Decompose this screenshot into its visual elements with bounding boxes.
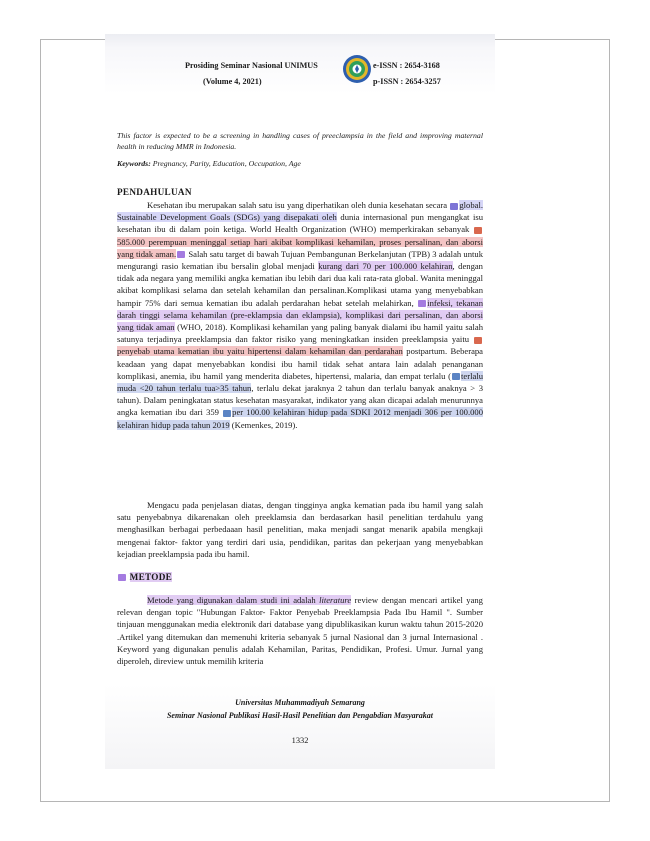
highlight-red[interactable]: penyebab utama kematian ibu yaitu hipertensi dalam kehamilan dan perdarahan [117, 346, 403, 357]
footer-seminar: Seminar Nasional Publikasi Hasil-Hasil Penelitian dan Pengabdian Masyarakat [166, 711, 434, 720]
annotation-marker-icon[interactable] [474, 337, 482, 344]
page-footer [105, 696, 495, 722]
highlight-blue[interactable]: per 100.00 kelahiran hidup pada SDKI 2012 menjadi 306 per 100.000 kelahiran hidup pada tahun 2019 [117, 407, 483, 430]
highlight-purple[interactable]: global. Sustainable Development Goals (SDGs) yang disepakati oleh [117, 200, 483, 223]
journal-volume: (Volume 4, 2021) [203, 77, 262, 86]
method-text-rest: review dengan mencari artikel yang relevan dengan topic "Hubungan Faktor- Faktor Penyebab Preeklampsia Pada Ibu Hamil ". Sumber tinjauan menggunakan media elektronik dari database yang dipublikasikan kurun waktu tahun 2015-2020 .Artikel yang ditemukan dan memenuhi kriteria sebanyak 5 jurnal Nasional dan 3 jurnal Internasional . Keyword yang digunakan penulis adalah Kehamilan, Paritas, Pendidikan, Profesi. Umur. Jurnal yang diperoleh, direview untuk memilih kriteria [117, 595, 483, 667]
eissn: e-ISSN : 2654-3168 [373, 61, 440, 70]
intro-text: (WHO, 2018). Komplikasi kehamilan yang paling banyak dialami ibu hamil yaitu salah satunya terjadinya preeklampsia dan faktor risiko yang meningkatkan insiden preeklampsia yaitu [117, 322, 484, 345]
intro-paragraph-1 [117, 199, 483, 431]
journal-title: Prosiding Seminar Nasional UNIMUS [185, 61, 318, 70]
highlight-red[interactable]: 585.000 perempuan meninggal setiap hari akibat komplikasi kehamilan, proses persalinan, dan aborsi yang tidak aman. [117, 236, 483, 259]
method-heading: METODE [129, 572, 173, 582]
annotation-marker-icon[interactable] [118, 574, 126, 581]
pissn: p-ISSN : 2654-3257 [373, 77, 441, 86]
intro-text: , terlalu dekat jaraknya 2 tahun dan terlalu banyak anaknya > 3 tahun). Dalam peningkatan status kesehatan masyarakat, indikator yang akan dicapai adalah menurunnya angka kematian ibu dari 359 [117, 383, 483, 418]
annotation-marker-icon[interactable] [474, 227, 482, 234]
highlight-violet[interactable]: kurang dari 70 per 100.000 kelahiran [318, 261, 453, 272]
document-page [105, 34, 495, 769]
keywords-line [117, 158, 483, 170]
keywords-value: Pregnancy, Parity, Education, Occupation, Age [152, 159, 301, 168]
highlight-violet[interactable] [147, 595, 351, 605]
university-logo-icon [342, 54, 372, 84]
method-italic: literature [319, 595, 352, 605]
header-left [185, 58, 318, 90]
intro-paragraph-2 [117, 499, 483, 560]
intro-text: Salah satu target di bawah Tujuan Pembangunan Berkelanjutan (TPB) 3 adalah untuk mengurangi rasio kematian ibu bersalin global menjadi [117, 248, 483, 272]
method-text: Metode yang digunakan dalam studi ini adalah [147, 595, 320, 605]
annotation-marker-icon[interactable] [223, 410, 231, 417]
page-number: 1332 [291, 736, 309, 745]
page-header [105, 44, 495, 94]
intro-paragraph-2-text: Mengacu pada penjelasan diatas, dengan tingginya angka kematian pada ibu hamil yang salah satu penyebabnya dikarenakan oleh preeklamsia dan berdasarkan hasil penelitian terdahulu yang menghasilkan berbagai perbedaaan hasil penelitian, maka menjadi sangat menarik apabila mengkaji mengenai faktor- faktor yang terdiri dari usia, pendidikan, paritas dan pekerjaan yang menyebabkan kejadian preeklampsia pada ibu hamil. [117, 500, 483, 559]
intro-text: , dengan tidak ada negara yang memiliki angka kematian ibu lebih dari dua kali rata-rata global. Wanita meninggal akibat komplikasi selama dan setelah kehamilan dan persalinan.Komplikasi utama yang menyebabkan hampir 75% dari semua kematian ibu adalah perdarahan hebat setelah melahirkan, [117, 261, 483, 308]
annotation-marker-icon[interactable] [452, 373, 460, 380]
abstract-tail: This factor is expected to be a screening in handling cases of preeclampsia in the field and improving maternal health in reducing MMR in Indonesia. [117, 131, 483, 151]
annotation-marker-icon[interactable] [177, 251, 185, 258]
intro-text: (Kemenkes, 2019). [229, 419, 298, 430]
intro-text: postpartum. Beberapa keadaan yang dapat menyebabkan kondisi ibu hamil tidak sehat antara lain adalah penanganan komplikasi, anemia, ibu hamil yang menderita diabetes, hipertensi, malaria, dan empat terlalu ( [117, 346, 483, 381]
footer-university: Universitas Muhammadiyah Semarang [235, 698, 365, 707]
highlight-blue[interactable]: terlalu muda <20 tahun terlalu tua>35 tahun [117, 370, 483, 394]
intro-text: Kesehatan ibu merupakan salah satu isu yang diperhatikan oleh dunia kesehatan secara [147, 200, 450, 210]
method-paragraph [117, 594, 483, 667]
annotation-marker-icon[interactable] [418, 300, 426, 307]
header-right [373, 58, 441, 90]
annotation-marker-icon[interactable] [450, 203, 458, 210]
intro-heading: PENDAHULUAN [117, 187, 192, 197]
method-heading-wrap [117, 572, 172, 582]
keywords-label: Keywords: [117, 159, 151, 168]
highlight-violet[interactable]: infeksi, tekanan darah tinggi selama kehamilan (pre-eklampsia dan eklampsia), komplikasi dari persalinan, dan aborsi yang tidak aman [117, 297, 483, 333]
intro-text: dunia internasional pun mengangkat isu kesehatan ibu di dalam poin ketiga. World Health Organization (WHO) memperkirakan sebanyak [117, 212, 483, 235]
